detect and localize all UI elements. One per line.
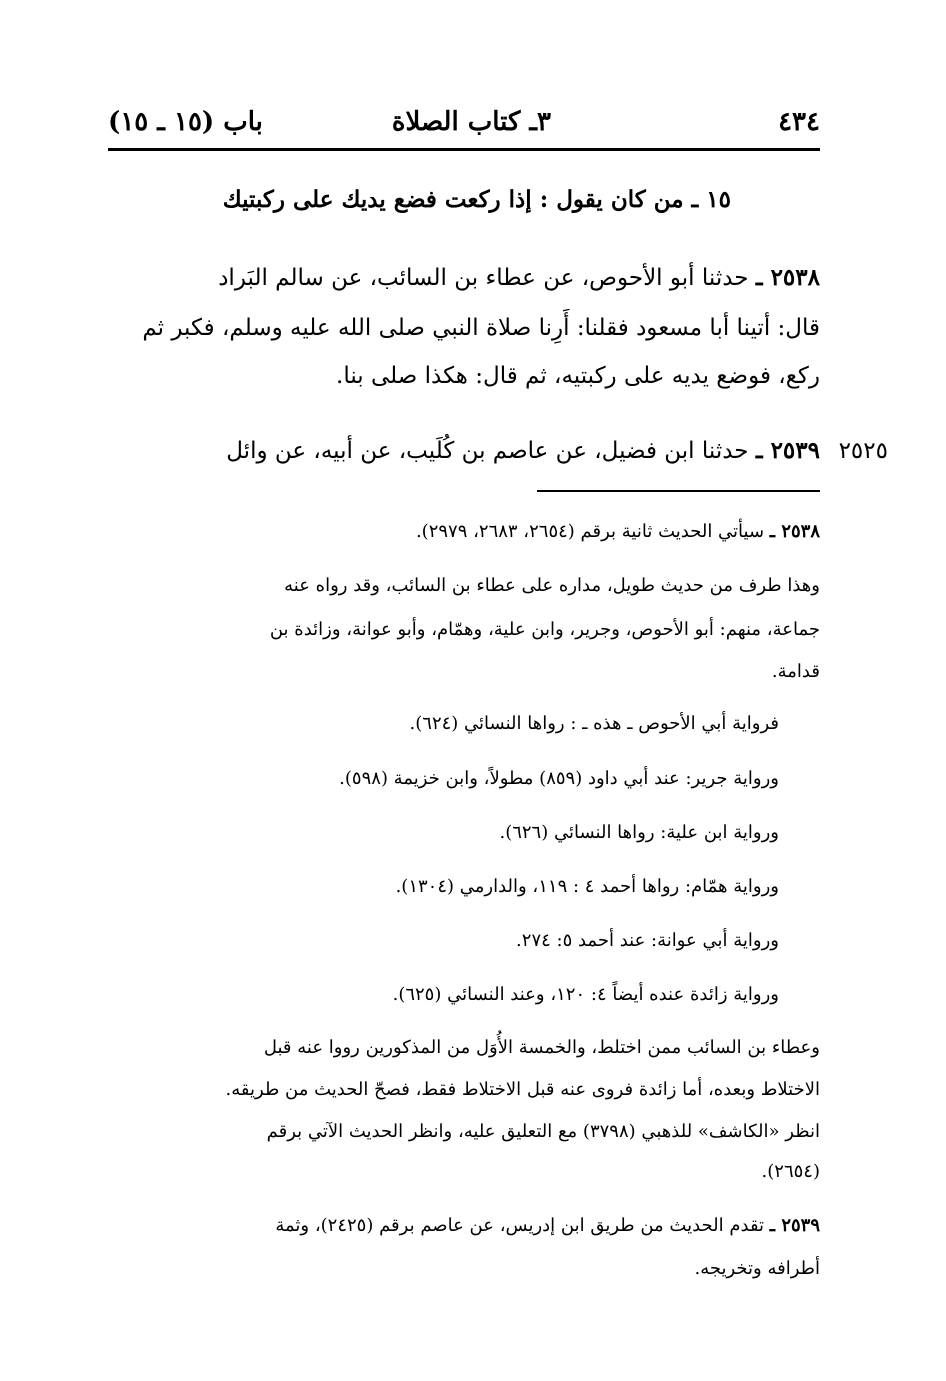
margin-reference-number: ٢٥٢٥ xyxy=(838,438,888,464)
footnote-2539-line xyxy=(275,1210,820,1242)
footnote-2538-line xyxy=(416,516,820,548)
narration-jarir: ورواية جرير: عند أبي داود (٨٥٩) مطولاً، وابن خزيمة (٥٩٨). xyxy=(339,768,779,789)
hadith-number: ٢٥٣٨ ـ xyxy=(755,264,820,291)
footnote-para-2-line-2: الاختلاط وبعده، أما زائدة فروى عنه قبل الاختلاط فقط، فصحّ الحديث من طريقه. xyxy=(225,1079,820,1100)
footnote-para-2-line-1: وعطاء بن السائب ممن اختلط، والخمسة الأُوَل من المذكورين رووا عنه قبل xyxy=(263,1037,820,1058)
footnote-para-1-line-3: قدامة. xyxy=(771,661,820,682)
footnote-para-1-line-1: وهذا طرف من حديث طويل، مداره على عطاء بن السائب، وقد رواه عنه xyxy=(284,575,820,596)
narration-zaida: ورواية زائدة عنده أيضاً ٤: ١٢٠، وعند النسائي (٦٢٥). xyxy=(392,984,779,1005)
hadith-2538-line-2: قال: أتينا أبا مسعود فقلنا: أَرِنا صلاة النبي صلى الله عليه وسلم، فكبر ثم xyxy=(142,315,820,341)
footnote-2539-line-2: أطرافه وتخريجه. xyxy=(694,1258,820,1279)
narration-ibn-ulayya: ورواية ابن علية: رواها النسائي (٦٢٦). xyxy=(499,822,779,843)
hadith-text: حدثنا ابن فضيل، عن عاصم بن كُلَيب، عن أبيه، عن وائل xyxy=(226,438,756,464)
chapter-heading: ١٥ ـ من كان يقول : إذا ركعت فضع يديك على ركبتيك xyxy=(222,186,731,213)
footnote-para-1-line-2: جماعة، منهم: أبو الأحوص، وجرير، وابن علية، وهمّام، وأبو عوانة، وزائدة بن xyxy=(269,619,820,640)
book-title: ٣ـ كتاب الصلاة xyxy=(391,107,551,137)
narration-abu-awana: ورواية أبي عوانة: عند أحمد ٥: ٢٧٤. xyxy=(516,930,779,951)
footnote-para-2-line-4: (٢٦٥٤). xyxy=(761,1161,820,1182)
hadith-2538-line-3: ركع، فوضع يديه على ركبتيه، ثم قال: هكذا صلى بنا. xyxy=(336,363,820,389)
hadith-text: حدثنا أبو الأحوص، عن عطاء بن السائب، عن سالم البَراد xyxy=(218,265,756,291)
footnote-para-2-line-3: انظر «الكاشف» للذهبي (٣٧٩٨) مع التعليق عليه، وانظر الحديث الآتي برقم xyxy=(266,1121,820,1142)
footnote-number: ٢٥٣٨ ـ xyxy=(769,521,820,542)
hadith-2539-line-1 xyxy=(226,431,820,471)
footnote-text: سيأتي الحديث ثانية برقم (٢٦٥٤، ٢٦٨٣، ٢٩٧٩). xyxy=(415,521,770,542)
chapter-range: باب (١٥ ـ ١٥) xyxy=(108,107,263,137)
narration-abu-al-ahwas: فرواية أبي الأحوص ـ هذه ـ : رواها النسائي (٦٢٤). xyxy=(409,713,779,734)
hadith-2538-line-1 xyxy=(218,258,820,298)
page-number: ٤٣٤ xyxy=(778,107,820,137)
narration-hammam: ورواية همّام: رواها أحمد ٤ : ١١٩، والدارمي (١٣٠٤). xyxy=(395,876,779,897)
footnote-number: ٢٥٣٩ ـ xyxy=(769,1215,820,1236)
hadith-number: ٢٥٣٩ ـ xyxy=(755,437,820,464)
footnote-separator xyxy=(537,490,820,492)
header-rule xyxy=(108,148,820,151)
footnote-text: تقدم الحديث من طريق ابن إدريس، عن عاصم برقم (٢٤٢٥)، وثمة xyxy=(275,1215,770,1236)
